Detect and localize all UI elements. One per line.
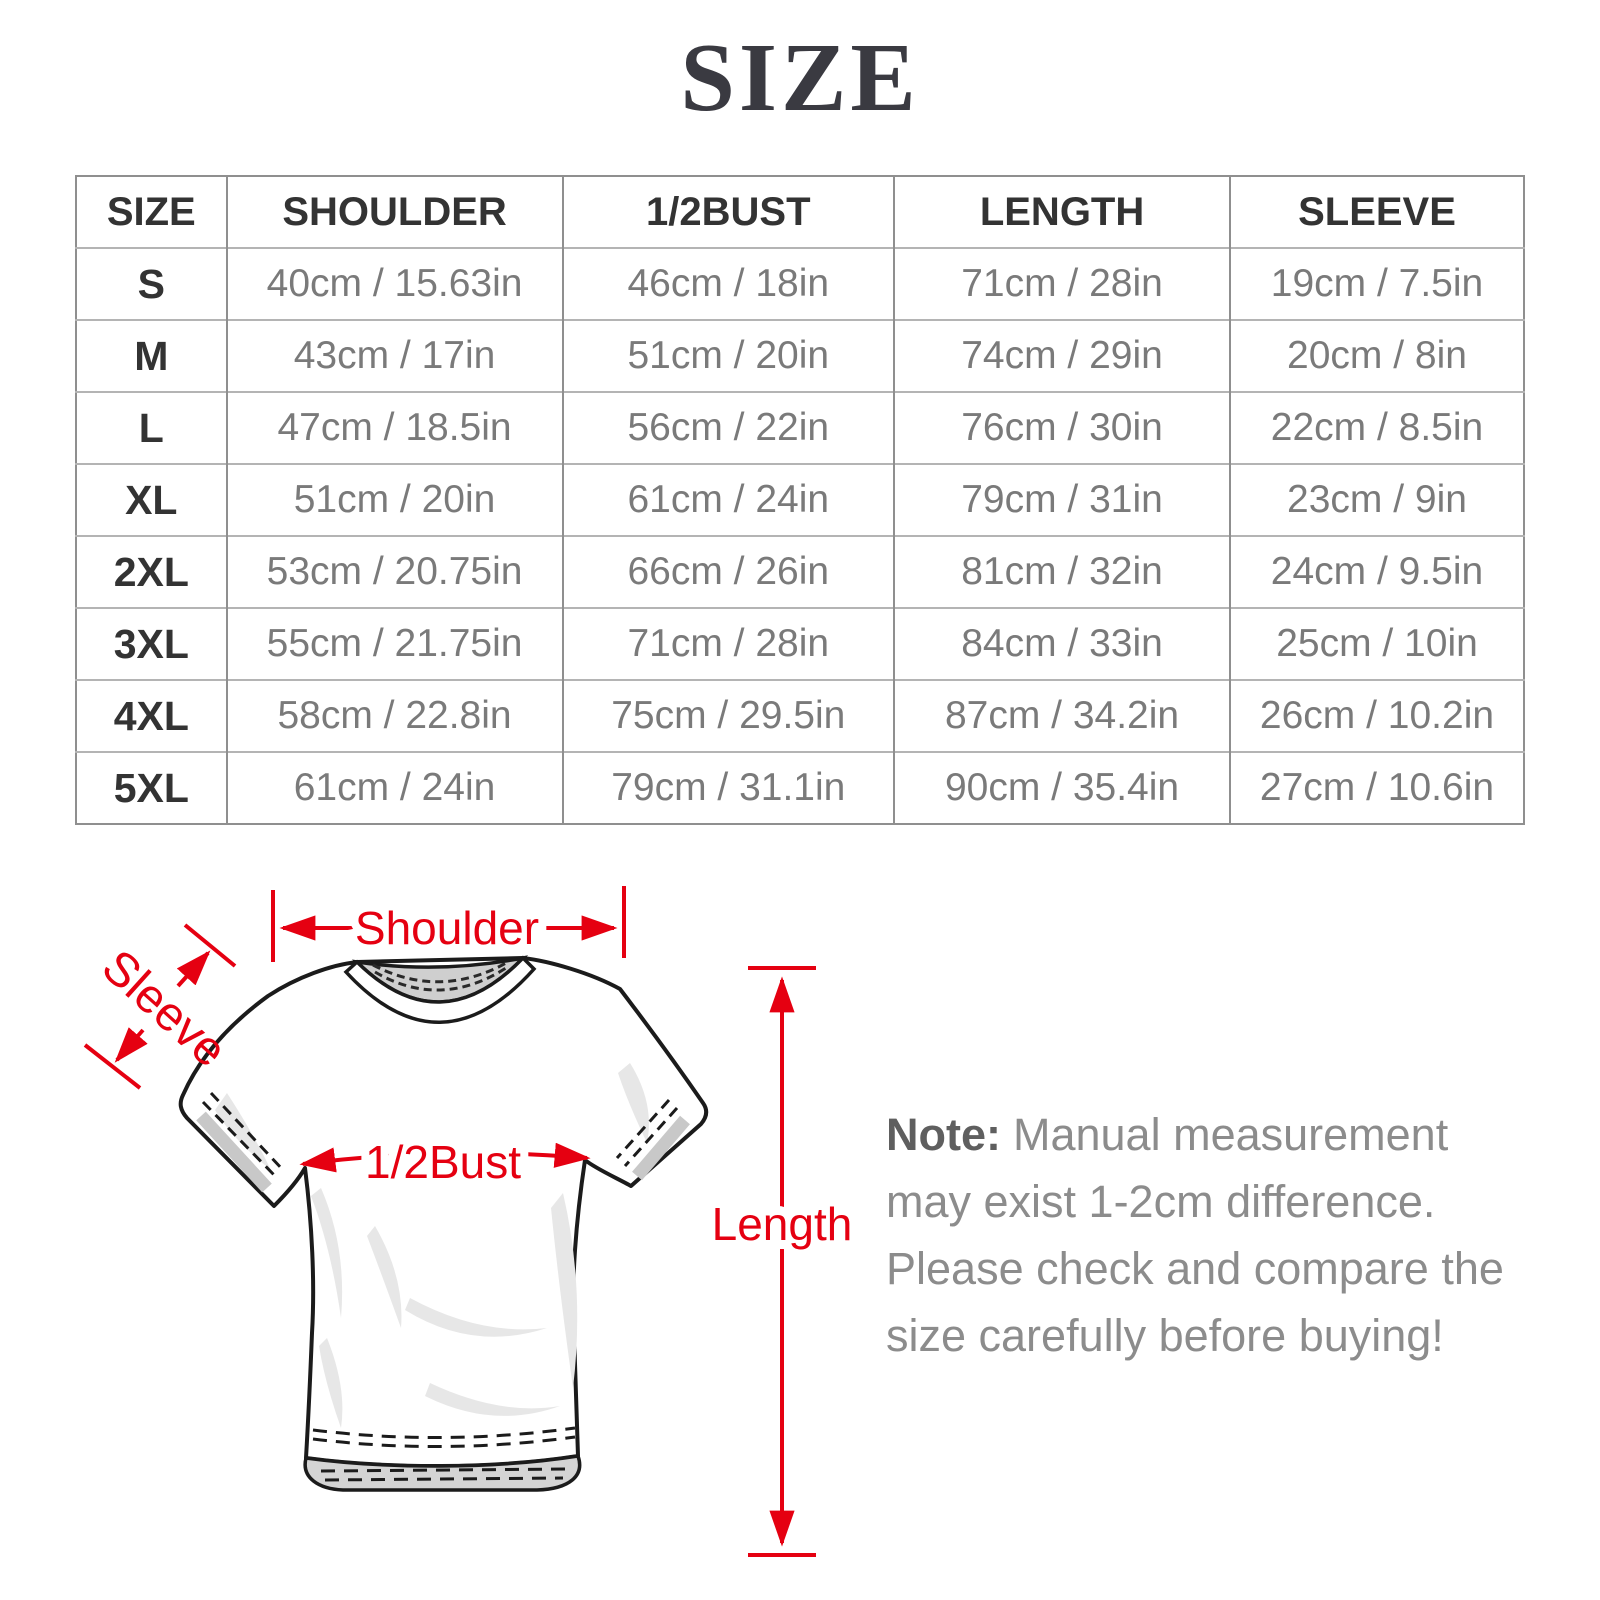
size-table-head xyxy=(76,176,1524,248)
measurement-cell: 61cm / 24in xyxy=(227,752,563,824)
measurement-cell: 19cm / 7.5in xyxy=(1230,248,1524,320)
measurement-cell: 53cm / 20.75in xyxy=(227,536,563,608)
measurement-cell: 56cm / 22in xyxy=(563,392,895,464)
column-header: 1/2BUST xyxy=(563,176,895,248)
table-row xyxy=(76,392,1524,464)
column-header: LENGTH xyxy=(894,176,1230,248)
measurement-cell: 61cm / 24in xyxy=(563,464,895,536)
table-row xyxy=(76,536,1524,608)
measurement-cell: 84cm / 33in xyxy=(894,608,1230,680)
measurement-cell: 24cm / 9.5in xyxy=(1230,536,1524,608)
measurement-cell: 71cm / 28in xyxy=(563,608,895,680)
table-row xyxy=(76,680,1524,752)
size-cell: L xyxy=(76,392,227,464)
measurement-cell: 55cm / 21.75in xyxy=(227,608,563,680)
note-text: Manual measurement may exist 1-2cm difference. Please check and compare the size carefully before buying! xyxy=(886,1109,1504,1361)
header-row xyxy=(76,176,1524,248)
measurement-cell: 76cm / 30in xyxy=(894,392,1230,464)
length-label: Length xyxy=(711,1198,853,1250)
page-title: SIZE xyxy=(680,24,920,132)
column-header: SIZE xyxy=(106,189,196,234)
size-table xyxy=(75,175,1525,825)
size-cell: 3XL xyxy=(76,608,227,680)
table-row xyxy=(76,320,1524,392)
measurement-cell: 26cm / 10.2in xyxy=(1230,680,1524,752)
measurement-cell: 20cm / 8in xyxy=(1230,320,1524,392)
tshirt-diagram-svg xyxy=(75,858,855,1580)
measurement-cell: 40cm / 15.63in xyxy=(227,248,563,320)
measurement-cell: 66cm / 26in xyxy=(563,536,895,608)
measurement-cell: 46cm / 18in xyxy=(563,248,895,320)
size-cell: M xyxy=(76,320,227,392)
measurement-cell: 58cm / 22.8in xyxy=(227,680,563,752)
measurement-cell: 23cm / 9in xyxy=(1230,464,1524,536)
size-cell: 5XL xyxy=(76,752,227,824)
measurement-cell: 25cm / 10in xyxy=(1230,608,1524,680)
measurement-cell: 74cm / 29in xyxy=(894,320,1230,392)
table-row xyxy=(76,464,1524,536)
tshirt-measurement-diagram xyxy=(75,858,855,1580)
measurement-cell: 75cm / 29.5in xyxy=(563,680,895,752)
measurement-cell: 79cm / 31in xyxy=(894,464,1230,536)
tshirt-outline xyxy=(181,958,707,1490)
shoulder-label: Shoulder xyxy=(354,902,540,954)
measurement-cell: 90cm / 35.4in xyxy=(894,752,1230,824)
measurement-cell: 27cm / 10.6in xyxy=(1230,752,1524,824)
size-cell: 2XL xyxy=(76,536,227,608)
size-cell: XL xyxy=(76,464,227,536)
measurement-cell: 22cm / 8.5in xyxy=(1230,392,1524,464)
note-label: Note: xyxy=(886,1109,1001,1160)
column-header: SHOULDER xyxy=(227,176,563,248)
measurement-cell: 51cm / 20in xyxy=(563,320,895,392)
table-row xyxy=(76,248,1524,320)
measurement-cell: 87cm / 34.2in xyxy=(894,680,1230,752)
sleeve-label: Sleeve xyxy=(91,940,237,1078)
length-measure-arrow xyxy=(712,968,853,1555)
measurement-cell: 51cm / 20in xyxy=(227,464,563,536)
measurement-cell: 47cm / 18.5in xyxy=(227,392,563,464)
shoulder-measure-arrow xyxy=(273,886,624,962)
measurement-cell: 43cm / 17in xyxy=(227,320,563,392)
bust-label: 1/2Bust xyxy=(365,1136,521,1188)
measurement-cell: 81cm / 32in xyxy=(894,536,1230,608)
table-row xyxy=(76,608,1524,680)
measurement-cell: 79cm / 31.1in xyxy=(563,752,895,824)
size-table-body xyxy=(76,248,1524,824)
column-header: SLEEVE xyxy=(1230,176,1524,248)
size-cell: 4XL xyxy=(76,680,227,752)
measurement-note xyxy=(886,1101,1521,1369)
measurement-cell: 71cm / 28in xyxy=(894,248,1230,320)
table-row xyxy=(76,752,1524,824)
size-cell: S xyxy=(76,248,227,320)
